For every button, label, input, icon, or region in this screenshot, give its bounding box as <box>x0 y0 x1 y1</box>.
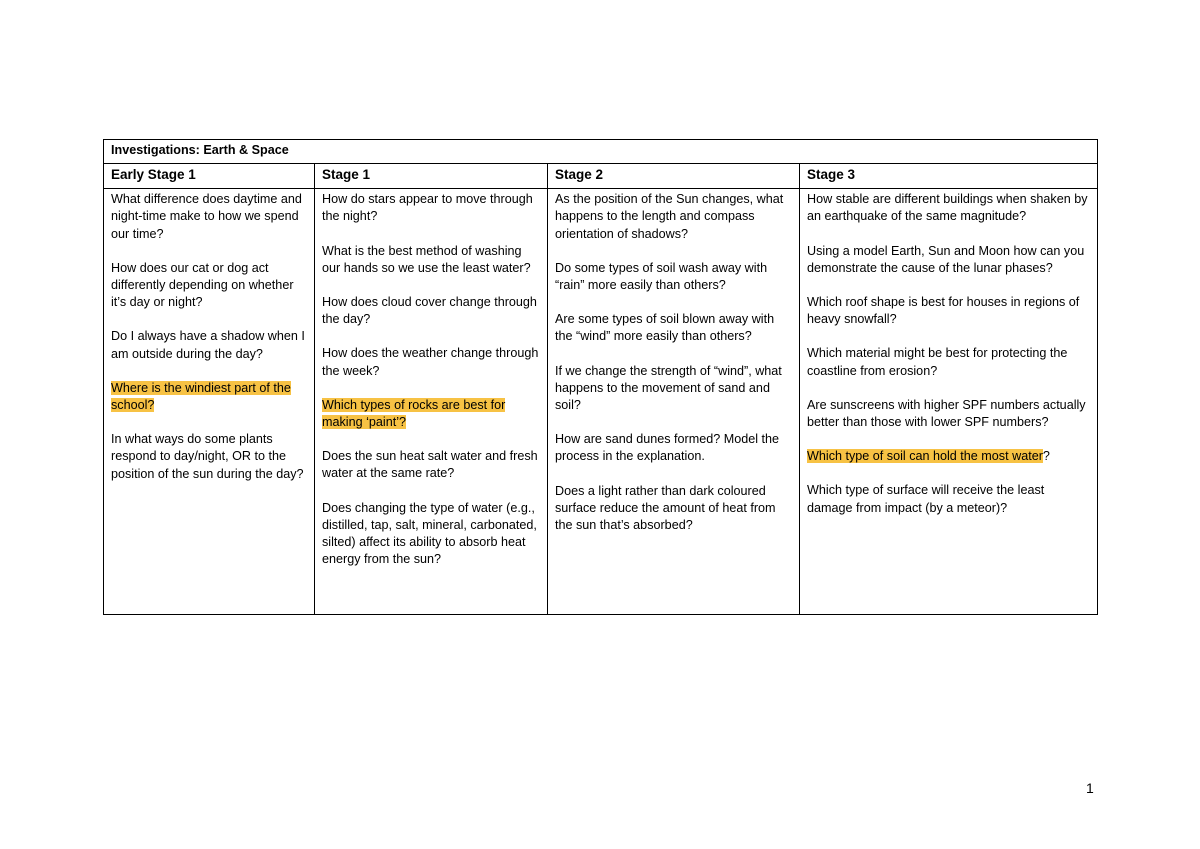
column-header-stage-3: Stage 3 <box>800 164 1098 189</box>
question-item <box>555 260 793 294</box>
question-text: How does the weather change through the week? <box>322 346 539 378</box>
question-item <box>555 431 793 465</box>
question-text: Which material might be best for protecting the coastline from erosion? <box>807 346 1068 378</box>
question-item <box>322 345 541 379</box>
column-header-stage-1: Stage 1 <box>315 164 548 189</box>
question-text: How are sand dunes formed? Model the process in the explanation. <box>555 432 780 464</box>
table-title: Investigations: Earth & Space <box>104 140 1098 164</box>
question-item <box>555 363 793 415</box>
question-text: How does cloud cover change through the day? <box>322 295 537 327</box>
question-text: What is the best method of washing our hands so we use the least water? <box>322 243 531 275</box>
question-text: If we change the strength of “wind”, what happens to the movement of sand and soil? <box>555 363 782 413</box>
question-text: How stable are different buildings when shaken by an earthquake of the same magnitude? <box>807 192 1088 224</box>
question-item <box>111 191 308 243</box>
question-item <box>111 431 308 483</box>
questions-cell-stage-1 <box>315 189 548 615</box>
question-item <box>807 345 1091 379</box>
question-item <box>111 328 308 362</box>
investigations-table <box>103 139 1098 615</box>
question-text: Do some types of soil wash away with “rain” more easily than others? <box>555 260 768 293</box>
question-item <box>322 294 541 328</box>
question-text: What difference does daytime and night-time make to how we spend our time? <box>111 192 302 241</box>
question-item <box>555 191 793 243</box>
question-text: Do I always have a shadow when I am outside during the day? <box>111 329 305 361</box>
question-text: How does our cat or dog act differently depending on whether it’s day or night? <box>111 260 294 310</box>
question-text: Which type of surface will receive the least damage from impact (by a meteor)? <box>807 483 1045 515</box>
question-text: Are some types of soil blown away with the “wind” more easily than others? <box>555 312 775 344</box>
question-text: Using a model Earth, Sun and Moon how can you demonstrate the cause of the lunar phases? <box>807 243 1085 275</box>
question-text: Does changing the type of water (e.g., distilled, tap, salt, mineral, carbonated, silted) affect its ability to absorb heat energy from the sun? <box>322 500 537 567</box>
question-item <box>807 397 1091 431</box>
highlighted-question-text: Which types of rocks are best for making ‘paint’? <box>322 397 506 430</box>
question-text: As the position of the Sun changes, what happens to the length and compass orientation of shadows? <box>555 192 784 241</box>
column-header-early-stage-1: Early Stage 1 <box>104 164 315 189</box>
question-text: In what ways do some plants respond to day/night, OR to the position of the sun during the day? <box>111 432 304 481</box>
question-text: Are sunscreens with higher SPF numbers actually better than those with lower SPF numbers? <box>807 397 1086 430</box>
question-item <box>807 191 1091 225</box>
question-text: Which roof shape is best for houses in regions of heavy snowfall? <box>807 295 1080 327</box>
questions-cell-early-stage-1 <box>104 189 315 615</box>
question-item <box>322 448 541 482</box>
question-item <box>322 191 541 225</box>
question-item <box>555 483 793 535</box>
page-number: 1 <box>1086 780 1094 796</box>
question-item <box>111 380 308 414</box>
question-suffix: ? <box>1042 449 1050 464</box>
questions-cell-stage-3 <box>800 189 1098 615</box>
question-item <box>322 500 541 569</box>
question-item <box>555 311 793 345</box>
questions-cell-stage-2 <box>548 189 800 615</box>
question-text: Does the sun heat salt water and fresh water at the same rate? <box>322 449 538 481</box>
highlighted-question-text: Which type of soil can hold the most water <box>807 449 1043 464</box>
question-item <box>111 260 308 312</box>
question-item <box>322 397 541 431</box>
question-text: Does a light rather than dark coloured surface reduce the amount of heat from the sun that’s absorbed? <box>555 483 776 533</box>
question-item <box>807 482 1091 516</box>
question-item <box>807 448 1091 465</box>
question-item <box>322 243 541 277</box>
highlighted-question-text: Where is the windiest part of the school? <box>111 380 291 413</box>
question-item <box>807 294 1091 328</box>
question-text: How do stars appear to move through the night? <box>322 192 533 224</box>
column-header-stage-2: Stage 2 <box>548 164 800 189</box>
question-item <box>807 243 1091 277</box>
